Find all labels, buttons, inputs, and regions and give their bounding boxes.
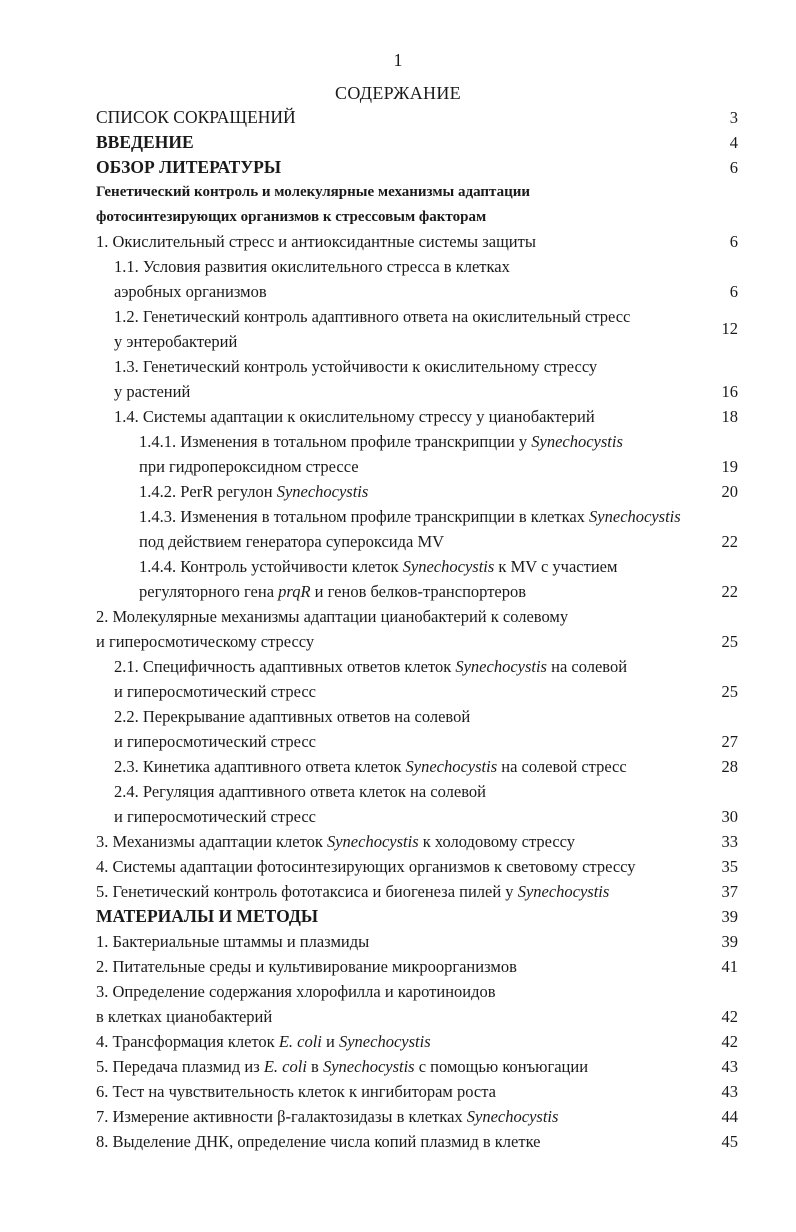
toc-page-number: 25 [721, 632, 738, 651]
toc-entry-m1[interactable]: 1. Бактериальные штаммы и плазмиды [96, 932, 370, 951]
toc-page-number: 16 [721, 382, 738, 401]
toc-page-number: 41 [721, 957, 738, 976]
toc-entry-1-3[interactable]: 1.3. Генетический контроль устойчивости к окислительному стрессу [114, 357, 598, 376]
toc-page-number: 37 [721, 882, 738, 901]
toc-text: на солевой [546, 657, 628, 676]
toc-entry-1-4-1[interactable] [139, 432, 623, 452]
toc-page-number: 19 [721, 457, 738, 476]
species-name: E. coli [263, 1057, 307, 1076]
toc-page-number: 35 [721, 857, 738, 876]
toc-text: к холодовому стрессу [418, 832, 576, 851]
species-name: Synechocystis [322, 1057, 415, 1076]
species-name: Synechocystis [326, 832, 419, 851]
species-name: Synechocystis [405, 757, 498, 776]
toc-text: к MV с участием [494, 557, 618, 576]
toc-entry-1-4[interactable]: 1.4. Системы адаптации к окислительному стрессу у цианобактерий [114, 407, 595, 426]
toc-text: 2.3. Кинетика адаптивного ответа клеток [114, 757, 406, 776]
toc-entry-1-4-2[interactable] [139, 482, 368, 502]
toc-entry-3[interactable] [96, 832, 575, 852]
species-name: Synechocystis [402, 557, 495, 576]
species-name: Synechocystis [466, 1107, 559, 1126]
toc-entry-2-2[interactable]: 2.2. Перекрывание адаптивных ответов на солевой [114, 707, 471, 726]
toc-entry-2[interactable]: 2. Молекулярные механизмы адаптации цианобактерий к солевому [96, 607, 569, 626]
species-name: Synechocystis [338, 1032, 431, 1051]
toc-page-number: 30 [721, 807, 738, 826]
page-title: СОДЕРЖАНИЕ [335, 83, 461, 103]
toc-page-number: 20 [721, 482, 738, 501]
toc-page-number: 39 [721, 932, 738, 951]
toc-page-number: 43 [721, 1082, 738, 1101]
toc-page-number: 43 [721, 1057, 738, 1076]
toc-entry-1-1[interactable]: 1.1. Условия развития окислительного стресса в клетках [114, 257, 510, 276]
toc-entry-introduction[interactable]: ВВЕДЕНИЕ [96, 132, 194, 152]
toc-entry-m3-cont[interactable]: в клетках цианобактерий [96, 1007, 273, 1026]
toc-entry-1-4-4-cont[interactable] [139, 582, 526, 602]
toc-page-number: 6 [729, 232, 738, 251]
toc-text: 1.4.1. Изменения в тотальном профиле транскрипции у [139, 432, 532, 451]
toc-text: 5. Генетический контроль фототаксиса и биогенеза пилей у [96, 882, 518, 901]
toc-entry-1-2[interactable]: 1.2. Генетический контроль адаптивного ответа на окислительный стресс [114, 307, 631, 326]
toc-page-number: 18 [721, 407, 738, 426]
toc-entry-m6[interactable]: 6. Тест на чувствительность клеток к ингибиторам роста [96, 1082, 496, 1101]
toc-entry-2-4[interactable]: 2.4. Регуляция адаптивного ответа клеток на солевой [114, 782, 486, 801]
toc-page-number: 27 [721, 732, 738, 751]
gene-name: prqR [278, 582, 311, 601]
toc-entry-literature-review[interactable]: ОБЗОР ЛИТЕРАТУРЫ [96, 157, 282, 177]
toc-page-number: 45 [721, 1132, 738, 1151]
toc-text: 7. Измерение активности β-галактозидазы в клетках [96, 1107, 467, 1126]
toc-page-number: 6 [729, 158, 738, 177]
toc-entry-2-1[interactable] [114, 657, 627, 677]
toc-entry-4[interactable]: 4. Системы адаптации фотосинтезирующих организмов к световому стрессу [96, 857, 636, 876]
toc-entry-2-1-cont[interactable]: и гиперосмотический стресс [114, 682, 316, 701]
species-name: Synechocystis [276, 482, 369, 501]
toc-page-number: 12 [721, 319, 738, 338]
toc-text: регуляторного гена [139, 582, 279, 601]
toc-entry-1-4-3[interactable] [139, 507, 681, 527]
toc-text: и [321, 1032, 339, 1051]
toc-heading-genetic-control-cont[interactable]: фотосинтезирующих организмов к стрессовым факторам [96, 209, 487, 225]
toc-entry-1-1-cont[interactable]: аэробных организмов [114, 282, 267, 301]
species-name: Synechocystis [455, 657, 547, 676]
toc-page-number: 42 [721, 1032, 738, 1051]
toc-text: 3. Механизмы адаптации клеток [96, 832, 327, 851]
toc-entry-2-4-cont[interactable]: и гиперосмотический стресс [114, 807, 316, 826]
toc-entry-m3[interactable]: 3. Определение содержания хлорофилла и каротиноидов [96, 982, 496, 1001]
toc-text: 2.1. Специфичность адаптивных ответов клеток [114, 657, 456, 676]
toc-text: в [306, 1057, 323, 1076]
toc-page-number: 3 [729, 108, 738, 127]
toc-page-number: 6 [729, 282, 738, 301]
toc-text: 1.4.3. Изменения в тотальном профиле транскрипции в клетках [139, 507, 590, 526]
toc-text: 4. Трансформация клеток [96, 1032, 279, 1051]
toc-page-number: 42 [721, 1007, 738, 1026]
toc-page-number: 4 [729, 133, 738, 152]
toc-entry-1-4-1-cont[interactable]: при гидропероксидном стрессе [139, 457, 359, 476]
toc-page-number: 39 [721, 907, 738, 926]
toc-text: 1.4.4. Контроль устойчивости клеток [139, 557, 403, 576]
toc-entry-m4[interactable] [96, 1032, 431, 1052]
toc-entry-2-cont[interactable]: и гиперосмотическому стрессу [96, 632, 315, 651]
species-name: Synechocystis [589, 507, 681, 526]
toc-page-number: 25 [721, 682, 738, 701]
toc-entry-1-4-3-cont[interactable]: под действием генератора супероксида MV [139, 532, 445, 551]
species-name: Synechocystis [531, 432, 623, 451]
toc-entry-1-2-cont[interactable]: у энтеробактерий [114, 332, 238, 351]
toc-page-number: 28 [721, 757, 738, 776]
toc-entry-1[interactable]: 1. Окислительный стресс и антиоксидантные системы защиты [96, 232, 536, 251]
toc-text: 1.4.2. PerR регулон [139, 482, 277, 501]
toc-entry-m8[interactable]: 8. Выделение ДНК, определение числа копий плазмид в клетке [96, 1132, 541, 1151]
toc-entry-2-3[interactable] [114, 757, 627, 777]
toc-entry-m5[interactable] [96, 1057, 588, 1077]
toc-entry-m7[interactable] [96, 1107, 558, 1127]
toc-page-number: 33 [721, 832, 738, 851]
toc-entry-abbreviations[interactable]: СПИСОК СОКРАЩЕНИЙ [96, 107, 296, 127]
toc-text: 5. Передача плазмид из [96, 1057, 264, 1076]
toc-entry-2-2-cont[interactable]: и гиперосмотический стресс [114, 732, 316, 751]
toc-entry-1-3-cont[interactable]: у растений [114, 382, 191, 401]
toc-heading-genetic-control[interactable]: Генетический контроль и молекулярные механизмы адаптации [96, 184, 531, 200]
page-number: 1 [393, 50, 403, 70]
toc-entry-materials-methods[interactable]: МАТЕРИАЛЫ И МЕТОДЫ [96, 906, 319, 926]
species-name: E. coli [278, 1032, 322, 1051]
toc-text: и генов белков-транспортеров [310, 582, 527, 601]
toc-text: с помощью конъюгации [414, 1057, 589, 1076]
toc-page-number: 22 [721, 582, 738, 601]
toc-text: на солевой стресс [497, 757, 627, 776]
species-name: Synechocystis [517, 882, 610, 901]
toc-entry-m2[interactable]: 2. Питательные среды и культивирование микроорганизмов [96, 957, 517, 976]
toc-entry-5[interactable] [96, 882, 609, 902]
toc-page-number: 44 [721, 1107, 738, 1126]
toc-entry-1-4-4[interactable] [139, 557, 617, 577]
toc-page-number: 22 [721, 532, 738, 551]
